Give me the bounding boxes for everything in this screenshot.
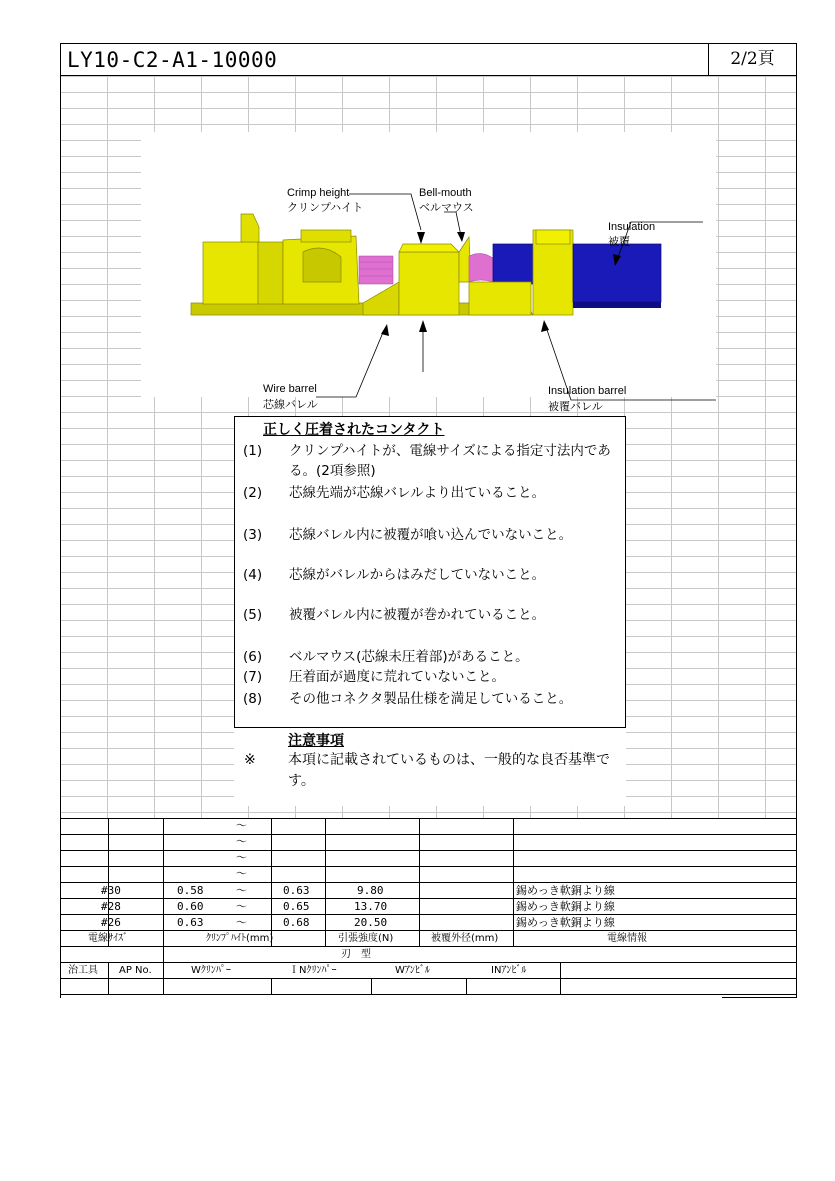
caution-text: 本項に記載されているものは、一般的な良否基準です。 <box>288 752 610 789</box>
criteria-item-number: (5) <box>243 607 263 623</box>
blade-header: 刃 型 <box>341 949 371 960</box>
terminal-diagram <box>141 132 716 413</box>
terminal-contact-box <box>203 242 258 304</box>
criteria-item-number: (3) <box>243 527 263 543</box>
insulation-barrel-label-jp: 被覆バレル <box>548 401 603 413</box>
header-w-crimper: Wｸﾘﾝﾊﾟｰ <box>191 965 231 976</box>
footer-line <box>722 997 797 998</box>
range-tilde: ～ <box>236 900 247 913</box>
criteria-item-text: 圧着面が過度に荒れていないこと。 <box>289 669 505 685</box>
header-tensile-strength: 引張強度(N) <box>338 933 394 944</box>
document-header <box>61 44 796 76</box>
bell-mouth-label-jp: ベルマウス <box>419 202 474 214</box>
range-tilde: ～ <box>236 835 247 848</box>
wire-size: #26 <box>101 916 121 929</box>
bell-mouth-label-en: Bell-mouth <box>419 187 472 199</box>
terminal-latch <box>241 214 259 242</box>
crimp-height-min: 0.58 <box>177 884 204 897</box>
terminal-spring-top <box>301 230 351 242</box>
terminal-ramp <box>363 282 399 315</box>
wire-strands-rear <box>469 253 493 282</box>
wire-barrel-label-jp: 芯線バレル <box>263 399 318 411</box>
range-tilde: ～ <box>236 884 247 897</box>
range-tilde: ～ <box>236 819 247 832</box>
tensile-strength: 13.70 <box>354 900 388 913</box>
crimp-terminal-figure <box>141 132 716 413</box>
criteria-box <box>234 416 626 728</box>
insulation-barrel-label-en: Insulation barrel <box>548 385 627 397</box>
document-sheet <box>60 43 797 998</box>
header-crimp-height: ｸﾘﾝﾌﾟﾊｲﾄ(mm) <box>206 933 274 944</box>
wire-barrel-leader <box>316 330 384 397</box>
crimp-height-max: 0.68 <box>283 916 310 929</box>
crimp-height-max: 0.63 <box>283 884 310 897</box>
criteria-item-text: 芯線バレル内に被覆が喰い込んでいないこと。 <box>289 527 573 543</box>
crimp-height-max: 0.65 <box>283 900 310 913</box>
criteria-item-text: その他コネクタ製品仕様を満足していること。 <box>289 691 573 707</box>
range-tilde: ～ <box>236 916 247 929</box>
spec-table <box>61 818 796 999</box>
header-in-crimper: ＩNｸﾘﾝﾊﾟｰ <box>289 965 337 976</box>
caution-title: 注意事項 <box>288 733 344 749</box>
caution-mark: ※ <box>244 752 256 768</box>
wire-info: 錫めっき軟銅より線 <box>516 884 615 897</box>
wire-strands-front <box>359 256 393 284</box>
caution-note <box>234 728 626 806</box>
range-tilde: ～ <box>236 851 247 864</box>
header-wire-size: 電線ｻｲｽﾞ <box>88 933 128 944</box>
wire-info: 錫めっき軟銅より線 <box>516 916 615 929</box>
criteria-item-number: (2) <box>243 485 263 501</box>
header-w-anvil: Wｱﾝﾋﾞﾙ <box>395 965 430 976</box>
header-wire-info: 電線情報 <box>607 933 647 944</box>
criteria-title: 正しく圧着されたコンタクト <box>263 422 445 438</box>
wire-size: #30 <box>101 884 121 897</box>
criteria-item-number: (4) <box>243 567 263 583</box>
page-number: 2/2頁 <box>708 44 796 75</box>
crimp-height-min: 0.63 <box>177 916 204 929</box>
criteria-item-number: (1) <box>243 443 263 459</box>
header-ap-no: AP No. <box>119 965 152 976</box>
insulation-cable <box>573 244 661 302</box>
wire-barrel-label-en: Wire barrel <box>263 383 317 395</box>
criteria-item-number: (7) <box>243 669 263 685</box>
header-tool: 治工具 <box>68 965 98 976</box>
document-id: LY10-C2-A1-10000 <box>67 48 278 72</box>
criteria-item-text: クリンプハイトが、電線サイズによる指定寸法内である。(2項参照) <box>289 443 611 479</box>
criteria-item-text: 芯線先端が芯線バレルより出ていること。 <box>289 485 546 501</box>
wire-barrel-shape <box>399 252 459 315</box>
header-outer-diameter: 被覆外径(mm) <box>431 933 499 944</box>
criteria-item-number: (6) <box>243 649 263 665</box>
criteria-item-text: 芯線がバレルからはみだしていないこと。 <box>289 567 546 583</box>
terminal-spring-window <box>303 248 341 282</box>
insulation-label-jp: 被覆 <box>608 236 630 248</box>
insulation-label-en: Insulation <box>608 221 656 233</box>
crimp-height-min: 0.60 <box>177 900 204 913</box>
range-tilde: ～ <box>236 867 247 880</box>
crimp-height-label-en: Crimp height <box>287 187 350 199</box>
wire-size: #28 <box>101 900 121 913</box>
criteria-item-text: 被覆バレル内に被覆が巻かれていること。 <box>289 607 546 623</box>
header-in-anvil: INｱﾝﾋﾞﾙ <box>491 965 527 976</box>
criteria-item-text: ベルマウス(芯線未圧着部)があること。 <box>289 649 529 665</box>
crimp-height-label-jp: クリンプハイト <box>287 202 364 214</box>
tensile-strength: 9.80 <box>357 884 384 897</box>
terminal-transition <box>258 242 283 304</box>
wire-info: 錫めっき軟銅より線 <box>516 900 615 913</box>
insulation-inside <box>493 244 538 284</box>
tensile-strength: 20.50 <box>354 916 388 929</box>
criteria-item-number: (8) <box>243 691 263 707</box>
